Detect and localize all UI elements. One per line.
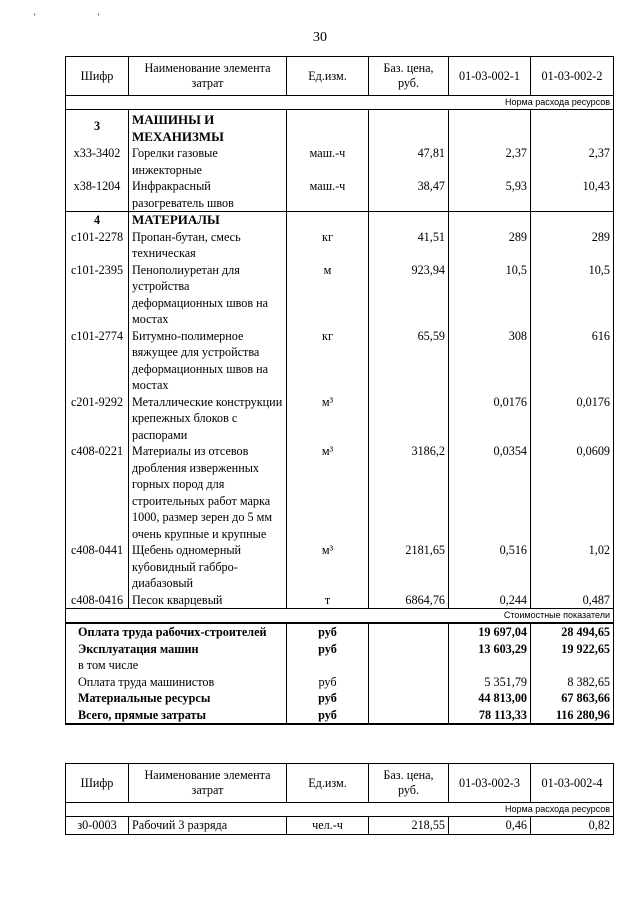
col-price-header: Баз. цена, руб. <box>369 57 449 96</box>
table-header <box>66 57 614 96</box>
norm-note-row <box>66 96 614 110</box>
row-name: Рабочий 3 разряда <box>129 817 287 835</box>
row-price: 2181,65 <box>369 542 449 592</box>
row-price: 3186,2 <box>369 443 449 542</box>
col-norm2-header: 01-03-002-4 <box>531 764 614 803</box>
table-row <box>66 443 614 542</box>
cost-label: Эксплуатация машин <box>66 641 287 658</box>
row-price: 47,81 <box>369 145 449 178</box>
section-row <box>66 110 614 146</box>
table-row <box>66 178 614 212</box>
section-number: 3 <box>66 110 129 146</box>
row-norm1: 289 <box>449 229 531 262</box>
row-norm2: 10,5 <box>531 262 614 328</box>
table-row <box>66 328 614 394</box>
row-price: 38,47 <box>369 178 449 212</box>
row-price <box>369 394 449 444</box>
row-norm1: 0,516 <box>449 542 531 592</box>
row-unit: м <box>287 262 369 328</box>
row-norm1: 10,5 <box>449 262 531 328</box>
row-code: с408-0221 <box>66 443 129 542</box>
cost-row-total <box>66 707 614 725</box>
col-norm1-header: 01-03-002-3 <box>449 764 531 803</box>
section-number: 4 <box>66 212 129 229</box>
cost-value-2: 8 382,65 <box>531 674 614 691</box>
section-row <box>66 212 614 229</box>
col-code-header: Шифр <box>66 57 129 96</box>
table-row <box>66 817 614 835</box>
cost-label: Оплата труда рабочих-строителей <box>66 623 287 641</box>
cost-label: Материальные ресурсы <box>66 690 287 707</box>
row-code: с408-0416 <box>66 592 129 609</box>
norm-note-row <box>66 803 614 817</box>
col-name-header: Наименование элемента затрат <box>129 764 287 803</box>
cost-unit: руб <box>287 707 369 725</box>
row-name: Щебень одномерный кубовидный габбро-диабазовый <box>129 542 287 592</box>
row-name: Пропан-бутан, смесь техническая <box>129 229 287 262</box>
row-unit: маш.-ч <box>287 145 369 178</box>
row-unit: кг <box>287 328 369 394</box>
cost-value-2: 28 494,65 <box>531 623 614 641</box>
cost-value-1: 78 113,33 <box>449 707 531 725</box>
resource-table-2 <box>65 763 614 835</box>
cost-row-materials <box>66 690 614 707</box>
col-unit-header: Ед.изм. <box>287 57 369 96</box>
row-name: Песок кварцевый <box>129 592 287 609</box>
row-name: Материалы из отсевов дробления изверженных горных пород для строительных работ марка 1000, размер зерен до 5 мм очень крупные и крупные <box>129 443 287 542</box>
row-code: с101-2278 <box>66 229 129 262</box>
row-unit: м³ <box>287 394 369 444</box>
cost-note-row <box>66 609 614 624</box>
row-name: Металлические конструкции крепежных блоков с распорами <box>129 394 287 444</box>
cost-value-2: 67 863,66 <box>531 690 614 707</box>
row-norm2: 289 <box>531 229 614 262</box>
cost-value-1: 19 697,04 <box>449 623 531 641</box>
section-title: МАШИНЫ И МЕХАНИЗМЫ <box>129 110 287 146</box>
table-row <box>66 145 614 178</box>
row-norm2: 0,0609 <box>531 443 614 542</box>
row-norm2: 0,0176 <box>531 394 614 444</box>
col-norm2-header: 01-03-002-2 <box>531 57 614 96</box>
cost-row-machines <box>66 641 614 658</box>
col-norm1-header: 01-03-002-1 <box>449 57 531 96</box>
norm-note: Норма расхода ресурсов <box>66 96 614 110</box>
row-price: 65,59 <box>369 328 449 394</box>
scan-marks: ' ' <box>34 12 130 22</box>
row-norm2: 616 <box>531 328 614 394</box>
row-name: Горелки газовые инжекторные <box>129 145 287 178</box>
cost-value-1: 5 351,79 <box>449 674 531 691</box>
table-row <box>66 592 614 609</box>
col-unit-header: Ед.изм. <box>287 764 369 803</box>
cost-label: Оплата труда машинистов <box>66 674 287 691</box>
cost-row-labor <box>66 623 614 641</box>
cost-value-1: 13 603,29 <box>449 641 531 658</box>
row-price: 41,51 <box>369 229 449 262</box>
row-unit: маш.-ч <box>287 178 369 212</box>
page-number: 30 <box>313 30 327 45</box>
row-unit: чел.-ч <box>287 817 369 835</box>
cost-value-2: 19 922,65 <box>531 641 614 658</box>
row-price: 923,94 <box>369 262 449 328</box>
cost-unit: руб <box>287 641 369 658</box>
cost-value-1: 44 813,00 <box>449 690 531 707</box>
row-norm2: 0,487 <box>531 592 614 609</box>
col-code-header: Шифр <box>66 764 129 803</box>
row-code: с408-0441 <box>66 542 129 592</box>
cost-unit: руб <box>287 690 369 707</box>
row-code: х33-3402 <box>66 145 129 178</box>
row-norm1: 0,0354 <box>449 443 531 542</box>
row-norm2: 0,82 <box>531 817 614 835</box>
row-price: 6864,76 <box>369 592 449 609</box>
row-norm2: 10,43 <box>531 178 614 212</box>
row-unit: м³ <box>287 542 369 592</box>
row-unit: м³ <box>287 443 369 542</box>
row-norm1: 308 <box>449 328 531 394</box>
row-norm2: 1,02 <box>531 542 614 592</box>
cost-unit: руб <box>287 623 369 641</box>
section-title: МАТЕРИАЛЫ <box>129 212 287 229</box>
cost-row-incl <box>66 657 614 674</box>
row-name: Битумно-полимерное вяжущее для устройства деформационных швов на мостах <box>129 328 287 394</box>
row-norm2: 2,37 <box>531 145 614 178</box>
row-code: х38-1204 <box>66 178 129 212</box>
row-code: с201-9292 <box>66 394 129 444</box>
row-code: с101-2774 <box>66 328 129 394</box>
table-header <box>66 764 614 803</box>
cost-label: Всего, прямые затраты <box>66 707 287 725</box>
cost-label: в том числе <box>66 657 287 674</box>
row-code: с101-2395 <box>66 262 129 328</box>
col-name-header: Наименование элемента затрат <box>129 57 287 96</box>
row-name: Инфракрасный разогреватель швов <box>129 178 287 212</box>
row-norm1: 0,46 <box>449 817 531 835</box>
row-norm1: 5,93 <box>449 178 531 212</box>
row-unit: кг <box>287 229 369 262</box>
cost-row-operators <box>66 674 614 691</box>
table-row <box>66 542 614 592</box>
table-row <box>66 394 614 444</box>
norm-note: Норма расхода ресурсов <box>66 803 614 817</box>
cost-value-2: 116 280,96 <box>531 707 614 725</box>
row-code: з0-0003 <box>66 817 129 835</box>
row-norm1: 0,0176 <box>449 394 531 444</box>
row-unit: т <box>287 592 369 609</box>
table-row <box>66 229 614 262</box>
cost-unit: руб <box>287 674 369 691</box>
row-norm1: 0,244 <box>449 592 531 609</box>
row-norm1: 2,37 <box>449 145 531 178</box>
col-price-header: Баз. цена, руб. <box>369 764 449 803</box>
resource-table-1 <box>65 56 614 725</box>
row-price: 218,55 <box>369 817 449 835</box>
row-name: Пенополиуретан для устройства деформационных швов на мостах <box>129 262 287 328</box>
table-row <box>66 262 614 328</box>
cost-note: Стоимостные показатели <box>66 609 614 624</box>
